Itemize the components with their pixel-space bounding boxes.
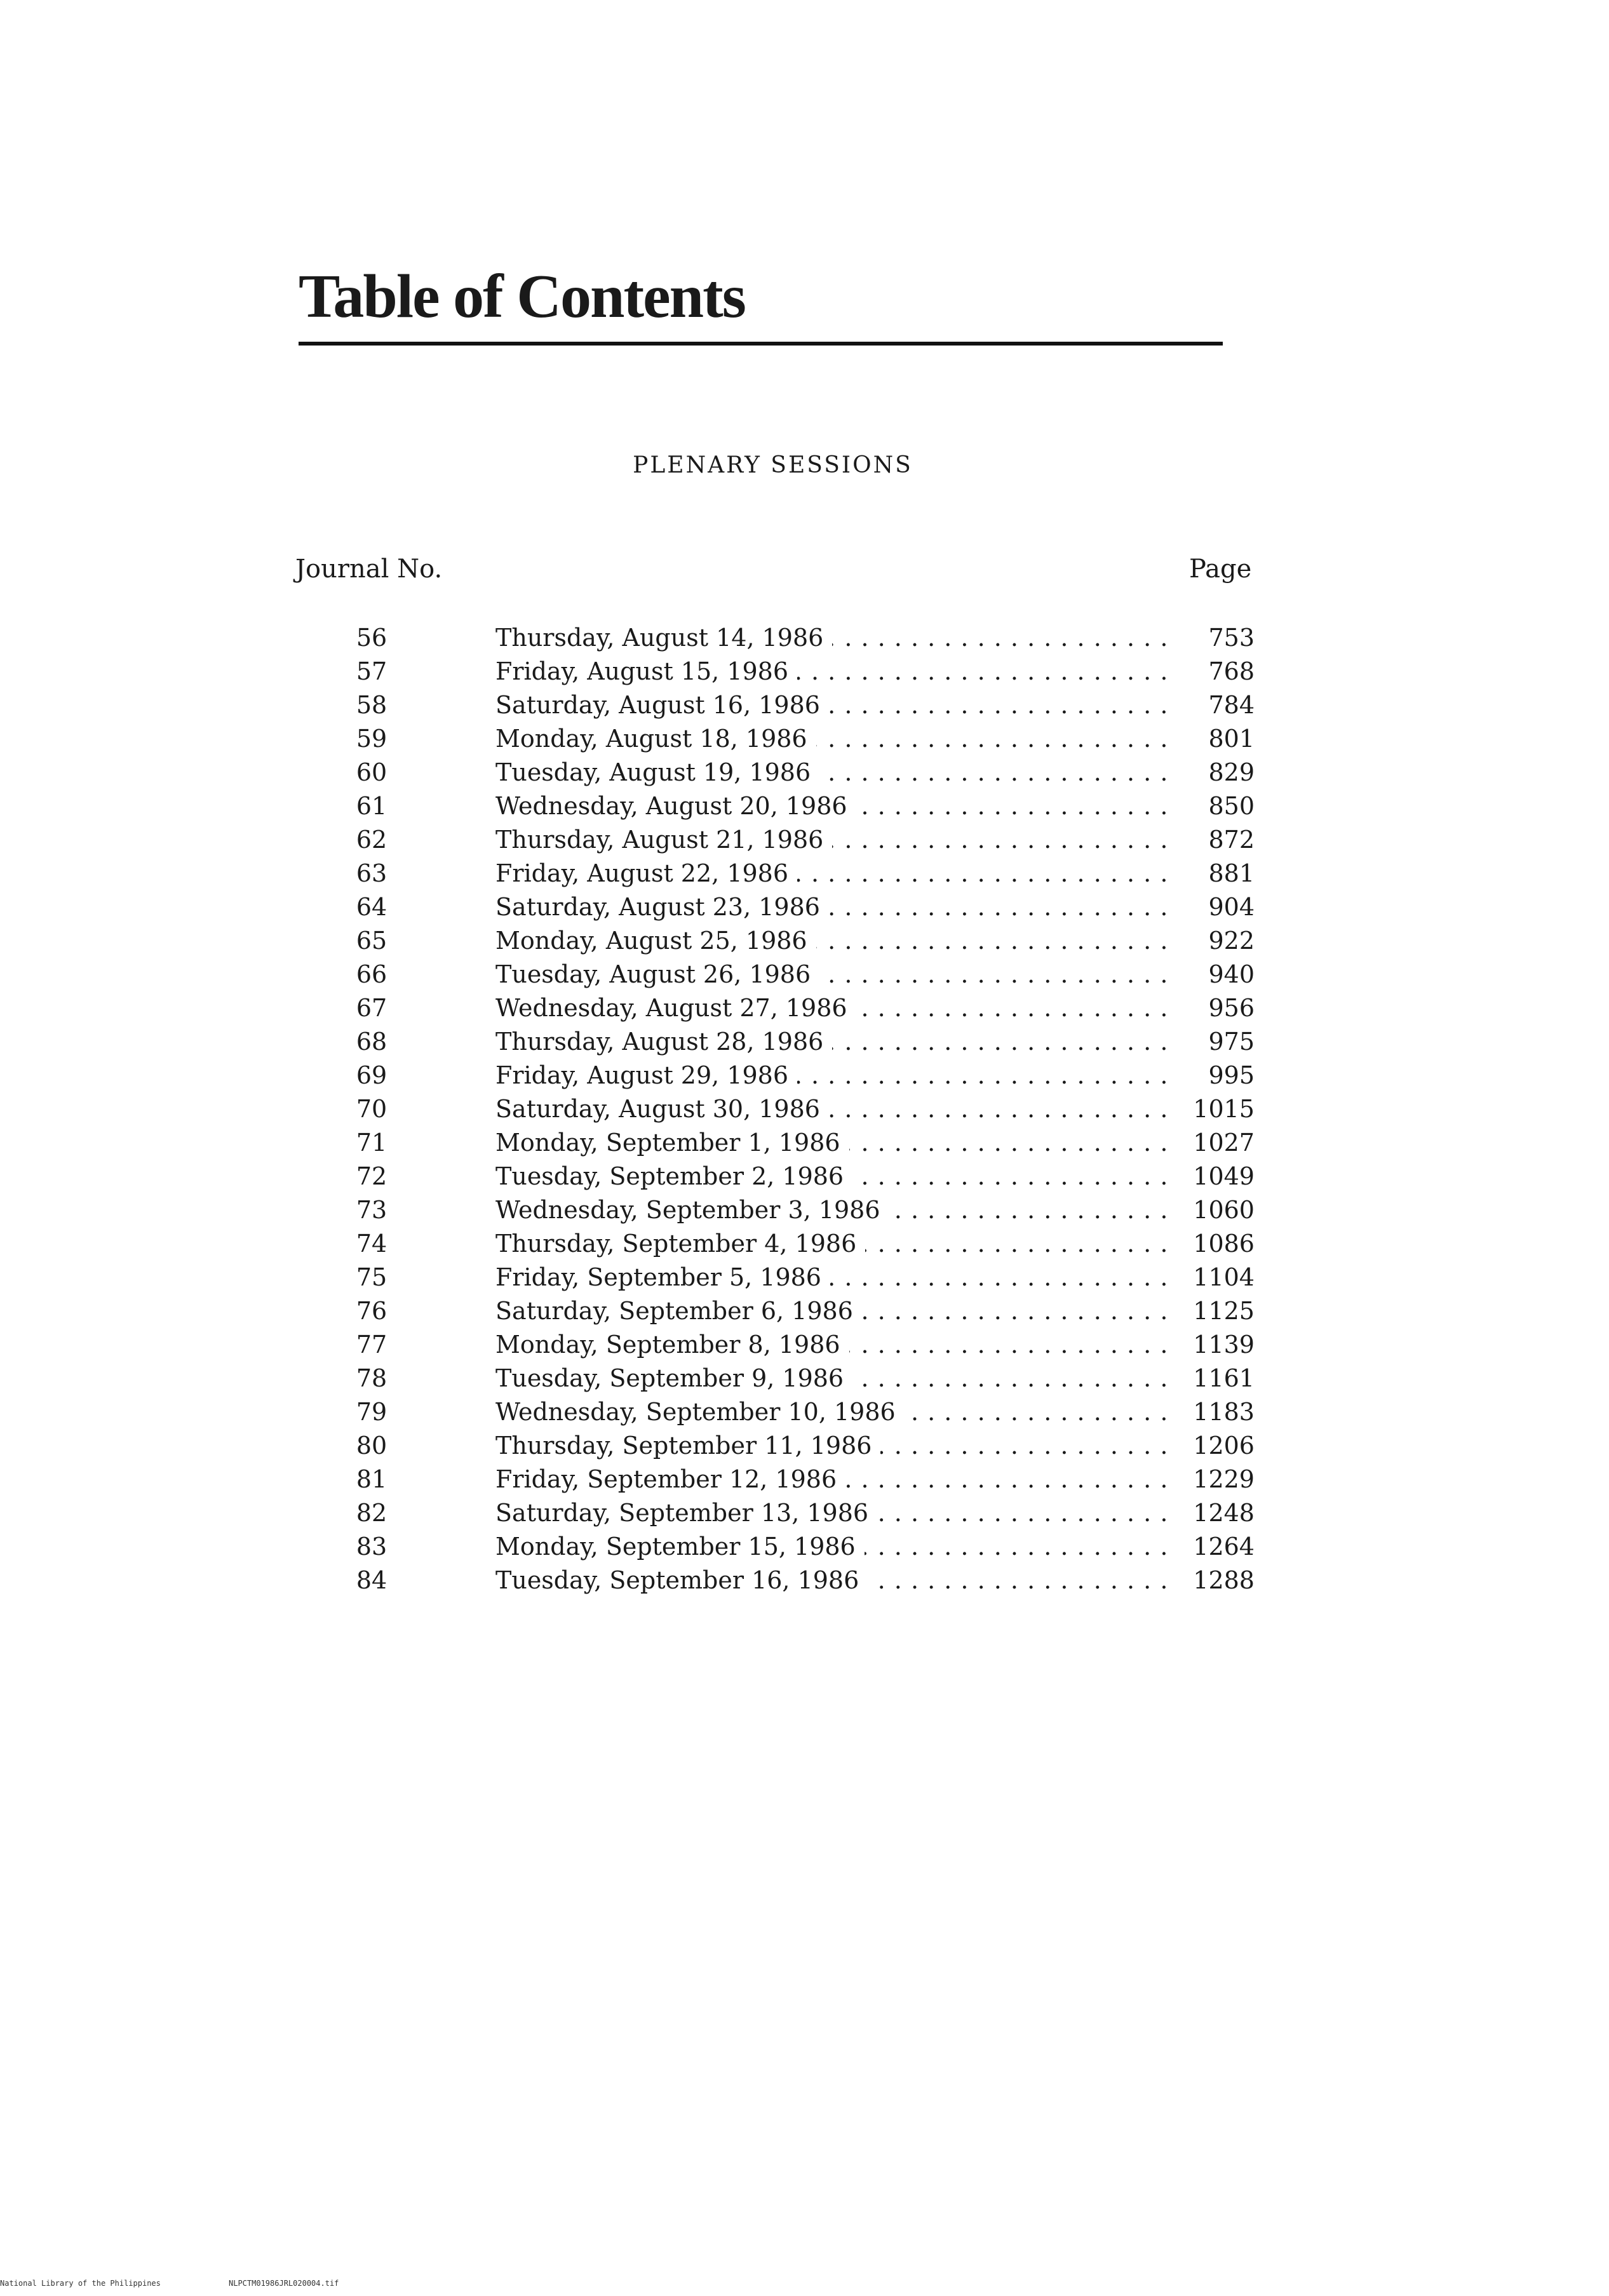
toc-entry xyxy=(0,1395,1609,1429)
page-number: 1027 xyxy=(1193,1129,1255,1157)
toc-entry xyxy=(0,688,1609,722)
journal-number: 78 xyxy=(356,1364,387,1392)
page-number: 801 xyxy=(1208,725,1255,753)
session-date-label: Friday, August 22, 1986 xyxy=(495,859,797,887)
session-date xyxy=(495,890,1169,924)
toc-entry xyxy=(0,1193,1609,1227)
journal-number: 67 xyxy=(356,994,387,1022)
page-number: 956 xyxy=(1208,994,1255,1022)
toc-entry xyxy=(0,1261,1609,1294)
session-date xyxy=(495,1429,1169,1463)
session-date-label: Monday, September 1, 1986 xyxy=(495,1129,849,1157)
session-date-label: Wednesday, September 10, 1986 xyxy=(495,1398,905,1426)
page-number: 1206 xyxy=(1193,1432,1255,1460)
page-number: 922 xyxy=(1208,927,1255,955)
toc-entry xyxy=(0,1092,1609,1126)
journal-number: 64 xyxy=(356,893,387,921)
journal-number: 83 xyxy=(356,1533,387,1561)
page-number: 1288 xyxy=(1193,1566,1255,1594)
session-date-label: Monday, September 15, 1986 xyxy=(495,1533,865,1561)
journal-number: 74 xyxy=(356,1230,387,1258)
session-date-label: Saturday, August 16, 1986 xyxy=(495,691,829,719)
toc-entry xyxy=(0,621,1609,655)
journal-number: 73 xyxy=(356,1196,387,1224)
page-column-header: Page xyxy=(1189,554,1252,584)
session-date xyxy=(495,1092,1169,1126)
session-date-label: Saturday, September 6, 1986 xyxy=(495,1297,862,1325)
page-number: 753 xyxy=(1208,624,1255,652)
page-number: 872 xyxy=(1208,826,1255,854)
page-number: 904 xyxy=(1208,893,1255,921)
session-date xyxy=(495,1126,1169,1160)
toc-entry xyxy=(0,857,1609,890)
toc-entry xyxy=(0,1294,1609,1328)
journal-number: 77 xyxy=(356,1331,387,1359)
journal-number: 75 xyxy=(356,1263,387,1291)
toc-entry xyxy=(0,789,1609,823)
journal-number: 66 xyxy=(356,960,387,988)
session-date-label: Wednesday, September 3, 1986 xyxy=(495,1196,889,1224)
journal-number: 76 xyxy=(356,1297,387,1325)
toc-entry xyxy=(0,1362,1609,1395)
section-heading: PLENARY SESSIONS xyxy=(633,452,913,478)
journal-number: 65 xyxy=(356,927,387,955)
session-date-label: Thursday, August 14, 1986 xyxy=(495,624,832,652)
toc-entry xyxy=(0,1126,1609,1160)
page-number: 1183 xyxy=(1193,1398,1255,1426)
journal-number: 68 xyxy=(356,1028,387,1056)
journal-number: 60 xyxy=(356,758,387,786)
page-number: 768 xyxy=(1208,657,1255,685)
session-date-label: Friday, September 5, 1986 xyxy=(495,1263,830,1291)
session-date xyxy=(495,1496,1169,1530)
session-date-label: Friday, September 12, 1986 xyxy=(495,1465,845,1493)
session-date-label: Tuesday, September 2, 1986 xyxy=(495,1162,852,1190)
journal-number: 56 xyxy=(356,624,387,652)
toc-entry xyxy=(0,991,1609,1025)
session-date-label: Saturday, September 13, 1986 xyxy=(495,1499,877,1527)
session-date xyxy=(495,756,1169,789)
page-number: 1049 xyxy=(1193,1162,1255,1190)
page-number: 784 xyxy=(1208,691,1255,719)
session-date-label: Monday, August 18, 1986 xyxy=(495,725,816,753)
footer-library: National Library of the Philippines xyxy=(0,2279,161,2288)
page-number: 975 xyxy=(1208,1028,1255,1056)
toc-list xyxy=(0,621,1609,1597)
journal-number: 61 xyxy=(356,792,387,820)
session-date-label: Friday, August 15, 1986 xyxy=(495,657,797,685)
session-date xyxy=(495,789,1169,823)
journal-number: 58 xyxy=(356,691,387,719)
session-date xyxy=(495,655,1169,688)
toc-entry xyxy=(0,1564,1609,1597)
session-date-label: Thursday, August 21, 1986 xyxy=(495,826,832,854)
session-date xyxy=(495,1463,1169,1496)
session-date-label: Monday, August 25, 1986 xyxy=(495,927,816,955)
journal-number: 63 xyxy=(356,859,387,887)
page-number: 1060 xyxy=(1193,1196,1255,1224)
page-number: 1248 xyxy=(1193,1499,1255,1527)
page-number: 1015 xyxy=(1193,1095,1255,1123)
toc-entry xyxy=(0,756,1609,789)
session-date xyxy=(495,1362,1169,1395)
page-number: 1086 xyxy=(1193,1230,1255,1258)
session-date-label: Tuesday, September 9, 1986 xyxy=(495,1364,852,1392)
toc-entry xyxy=(0,1227,1609,1261)
session-date xyxy=(495,1059,1169,1092)
journal-number: 71 xyxy=(356,1129,387,1157)
session-date xyxy=(495,857,1169,890)
toc-entry xyxy=(0,1463,1609,1496)
toc-entry xyxy=(0,722,1609,756)
session-date xyxy=(495,991,1169,1025)
journal-number: 81 xyxy=(356,1465,387,1493)
toc-entry xyxy=(0,958,1609,991)
session-date-label: Thursday, September 11, 1986 xyxy=(495,1432,880,1460)
page-number: 881 xyxy=(1208,859,1255,887)
session-date xyxy=(495,688,1169,722)
page-number: 1161 xyxy=(1193,1364,1255,1392)
session-date xyxy=(495,1025,1169,1059)
session-date xyxy=(495,1530,1169,1564)
toc-entry xyxy=(0,823,1609,857)
session-date xyxy=(495,1395,1169,1429)
page-number: 1139 xyxy=(1193,1331,1255,1359)
page-number: 850 xyxy=(1208,792,1255,820)
toc-entry xyxy=(0,655,1609,688)
page-number: 940 xyxy=(1208,960,1255,988)
toc-entry xyxy=(0,1059,1609,1092)
session-date-label: Tuesday, September 16, 1986 xyxy=(495,1566,868,1594)
journal-number: 70 xyxy=(356,1095,387,1123)
session-date-label: Saturday, August 30, 1986 xyxy=(495,1095,829,1123)
title-rule xyxy=(299,342,1223,346)
session-date xyxy=(495,924,1169,958)
session-date xyxy=(495,1261,1169,1294)
session-date xyxy=(495,621,1169,655)
toc-entry xyxy=(0,1530,1609,1564)
page-number: 1104 xyxy=(1193,1263,1255,1291)
session-date-label: Monday, September 8, 1986 xyxy=(495,1331,849,1359)
session-date-label: Thursday, August 28, 1986 xyxy=(495,1028,832,1056)
session-date xyxy=(495,1328,1169,1362)
toc-entry xyxy=(0,890,1609,924)
session-date xyxy=(495,1193,1169,1227)
toc-entry xyxy=(0,1328,1609,1362)
footer-file: NLPCTM01986JRL020004.tif xyxy=(229,2279,339,2288)
page-number: 1264 xyxy=(1193,1533,1255,1561)
toc-entry xyxy=(0,1025,1609,1059)
session-date xyxy=(495,823,1169,857)
session-date-label: Tuesday, August 26, 1986 xyxy=(495,960,819,988)
journal-number: 84 xyxy=(356,1566,387,1594)
journal-number: 59 xyxy=(356,725,387,753)
session-date-label: Thursday, September 4, 1986 xyxy=(495,1230,865,1258)
page-title: Table of Contents xyxy=(299,262,745,331)
journal-number: 72 xyxy=(356,1162,387,1190)
journal-number: 79 xyxy=(356,1398,387,1426)
session-date-label: Wednesday, August 27, 1986 xyxy=(495,994,856,1022)
journal-number: 82 xyxy=(356,1499,387,1527)
toc-entry xyxy=(0,1160,1609,1193)
toc-entry xyxy=(0,924,1609,958)
journal-column-header: Journal No. xyxy=(295,554,443,584)
session-date-label: Wednesday, August 20, 1986 xyxy=(495,792,856,820)
journal-number: 62 xyxy=(356,826,387,854)
session-date-label: Saturday, August 23, 1986 xyxy=(495,893,829,921)
journal-number: 69 xyxy=(356,1061,387,1089)
session-date xyxy=(495,958,1169,991)
journal-number: 57 xyxy=(356,657,387,685)
session-date xyxy=(495,1564,1169,1597)
session-date xyxy=(495,722,1169,756)
toc-entry xyxy=(0,1429,1609,1463)
session-date xyxy=(495,1160,1169,1193)
page-number: 1229 xyxy=(1193,1465,1255,1493)
session-date-label: Friday, August 29, 1986 xyxy=(495,1061,797,1089)
toc-entry xyxy=(0,1496,1609,1530)
session-date xyxy=(495,1227,1169,1261)
page-number: 829 xyxy=(1208,758,1255,786)
page-number: 1125 xyxy=(1193,1297,1255,1325)
session-date xyxy=(495,1294,1169,1328)
session-date-label: Tuesday, August 19, 1986 xyxy=(495,758,819,786)
page-number: 995 xyxy=(1208,1061,1255,1089)
journal-number: 80 xyxy=(356,1432,387,1460)
